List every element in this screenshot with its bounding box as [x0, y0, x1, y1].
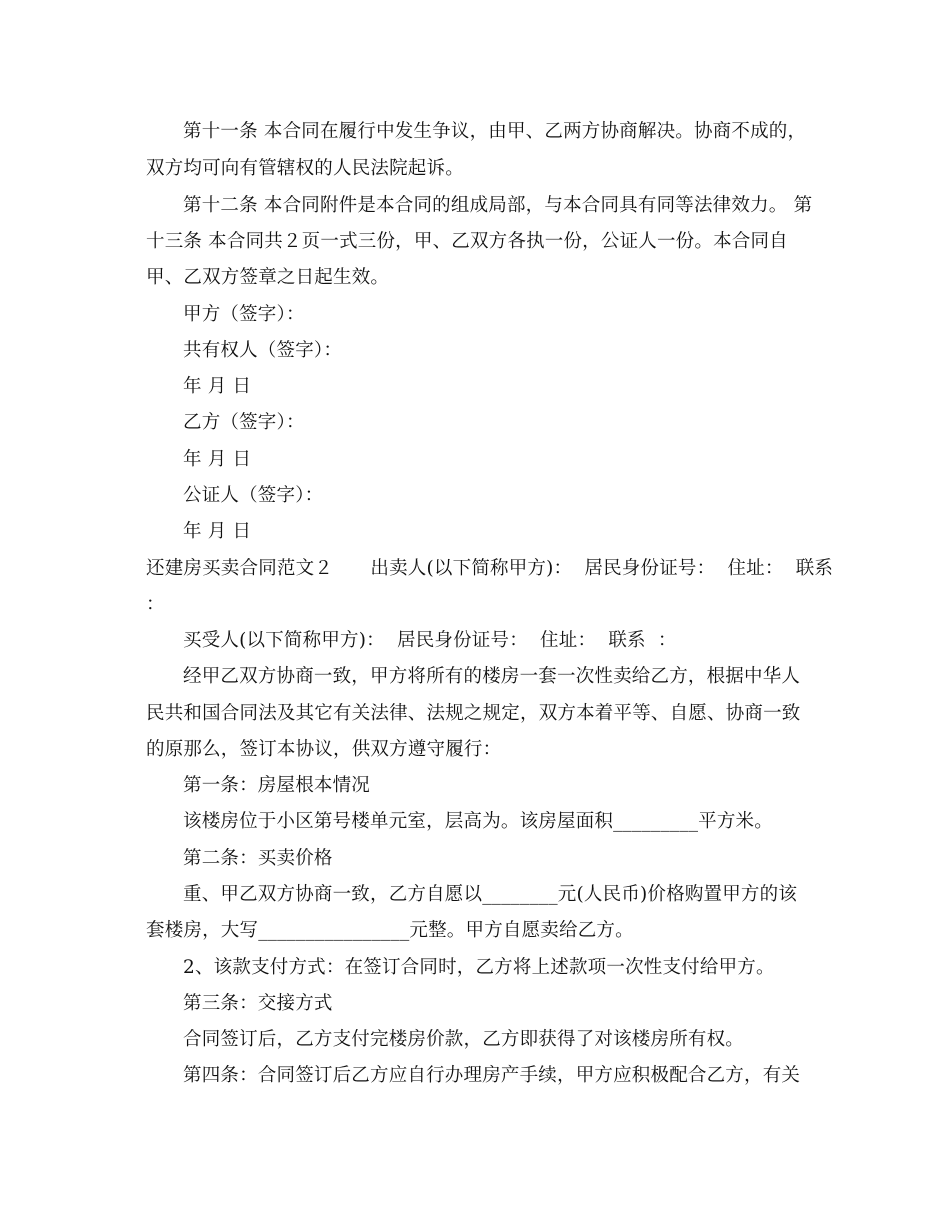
preamble-line-2: 民共和国合同法及其它有关法律、法规之规定，双方本着平等、自愿、协商一致 [146, 703, 801, 724]
preamble-line-1: 经甲乙双方协商一致，甲方将所有的楼房一套一次性卖给乙方，根据中华人 [183, 666, 801, 687]
clause-13-line-1: 十三条 本合同共２页一式三份，甲、乙双方各执一份，公证人一份。本合同自 [146, 231, 788, 252]
party-b-signature-label: 乙方（签字）： [183, 412, 305, 433]
date-line-1: 年 月 日 [183, 376, 252, 397]
article-3-body: 合同签订后，乙方支付完楼房价款，乙方即获得了对该楼房所有权。 [183, 1029, 745, 1050]
party-a-signature-label: 甲方（签字）： [183, 304, 305, 325]
article-2-body-line-2: 套楼房，大写________________元整。甲方自愿卖给乙方。 [146, 920, 634, 941]
article-2-body-line-1: 重、甲乙双方协商一致，乙方自愿以________元(人民币)价格购置甲方的该 [183, 884, 798, 905]
co-owner-signature-label: 共有权人（签字）： [183, 340, 343, 361]
clause-12-line-1: 第十二条 本合同附件是本合同的组成局部，与本合同具有同等法律效力。 第 [183, 195, 813, 216]
clause-11-line-2: 双方均可向有管辖权的人民法院起诉。 [146, 158, 464, 179]
date-line-2: 年 月 日 [183, 449, 252, 470]
article-4-line-1: 第四条：合同签订后乙方应自行办理房产手续，甲方应积极配合乙方，有关 [183, 1065, 801, 1086]
clause-13-line-2: 甲、乙双方签章之日起生效。 [146, 267, 390, 288]
article-1-heading: 第一条：房屋根本情况 [183, 775, 371, 796]
article-1-body: 该楼房位于小区第号楼单元室，层高为。该房屋面积_________平方米。 [183, 811, 773, 832]
buyer-info-line: 买受人(以下简称甲方)： 居民身份证号： 住址： 联系 ： [183, 630, 677, 651]
preamble-line-3: 的原那么，签订本协议，供双方遵守履行： [146, 739, 502, 760]
article-2-heading: 第二条：买卖价格 [183, 848, 333, 869]
contract-2-title-line: 还建房买卖合同范文２ 出卖人(以下简称甲方)： 居民身份证号： 住址： 联系 [146, 558, 834, 579]
date-line-3: 年 月 日 [183, 521, 252, 542]
contract-2-title-line-cont: ： [146, 594, 165, 615]
notary-signature-label: 公证人（签字）： [183, 485, 324, 506]
payment-method-line: 2、该款支付方式：在签订合同时，乙方将上述款项一次性支付给甲方。 [183, 957, 775, 978]
clause-11-line-1: 第十一条 本合同在履行中发生争议，由甲、乙两方协商解决。协商不成的， [183, 121, 807, 142]
article-3-heading: 第三条：交接方式 [183, 993, 333, 1014]
